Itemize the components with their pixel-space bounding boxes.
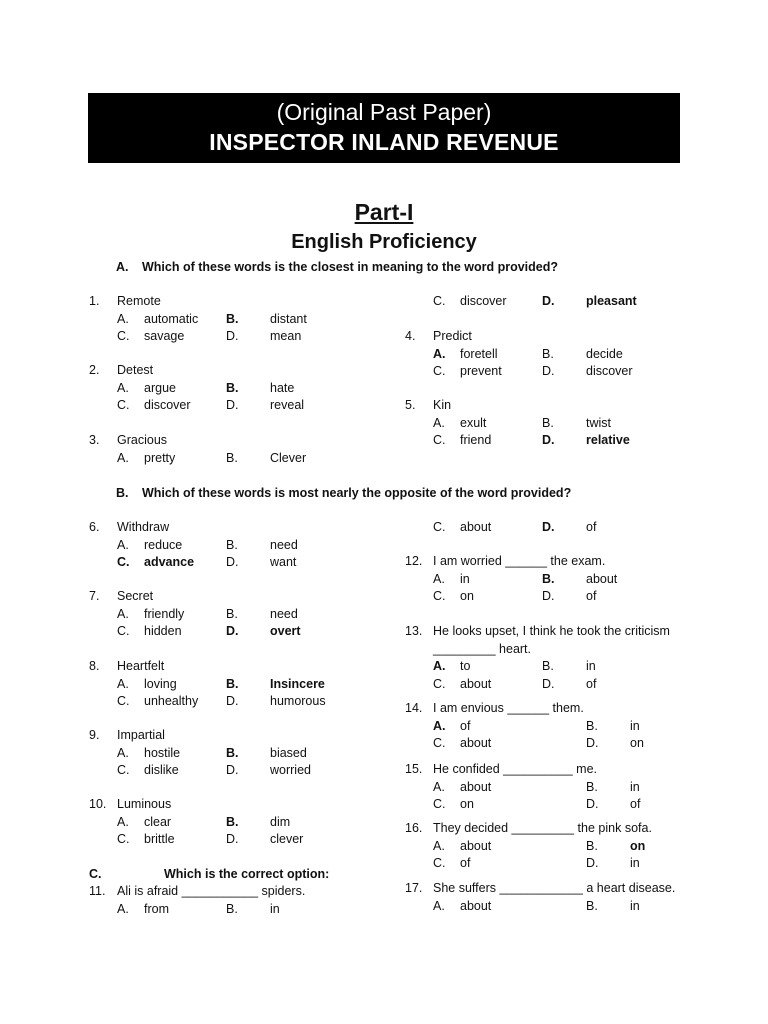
option-letter: B. — [226, 814, 239, 829]
option-letter: D. — [542, 520, 555, 534]
option-row — [117, 311, 387, 329]
question-stem: Gracious — [117, 433, 168, 447]
question-stem: Luminous — [117, 797, 172, 811]
option-letter: A. — [117, 901, 129, 916]
question-stem: Predict — [433, 329, 472, 343]
title-banner — [88, 93, 680, 163]
option-letter: B. — [226, 901, 238, 916]
section-text: Which of these words is the closest in meaning to the word provided? — [142, 260, 559, 274]
option-letter: D. — [226, 763, 239, 777]
option-letter: C. — [117, 832, 130, 846]
question-9 — [89, 727, 387, 780]
option-text: advance — [144, 555, 195, 569]
option-letter: B. — [542, 659, 554, 673]
option-text: about — [460, 838, 492, 853]
option-text: of — [630, 797, 641, 811]
question-6 — [89, 519, 387, 572]
option-letter: C. — [433, 294, 446, 308]
option-text: decide — [586, 346, 623, 361]
option-text: need — [270, 537, 298, 552]
question-5 — [405, 397, 703, 450]
option-text: humorous — [270, 694, 326, 708]
option-letter: C. — [433, 676, 446, 691]
question-number: 4. — [405, 329, 416, 343]
option-letter: D. — [226, 624, 239, 638]
option-text: prevent — [460, 364, 502, 378]
question-number: 9. — [89, 728, 100, 742]
part-title: Part-I — [354, 199, 414, 225]
option-text: twist — [586, 415, 611, 430]
option-text: Insincere — [270, 676, 325, 691]
option-text: clear — [144, 814, 172, 829]
option-text: of — [586, 589, 597, 603]
option-text: about — [460, 676, 492, 691]
option-letter: A. — [117, 537, 129, 552]
section-letter: B. — [116, 486, 129, 500]
option-text: hidden — [144, 624, 182, 638]
option-letter: B. — [226, 745, 239, 760]
banner-line-1: (Original Past Paper) — [276, 99, 492, 125]
option-letter: C. — [433, 364, 446, 378]
question-2 — [89, 362, 387, 415]
option-text: dim — [270, 814, 291, 829]
option-letter: D. — [586, 856, 599, 870]
option-letter: C. — [117, 763, 130, 777]
option-text: discover — [460, 294, 507, 308]
option-row — [433, 519, 703, 537]
option-letter: B. — [542, 346, 554, 361]
option-row — [117, 831, 387, 849]
option-letter: C. — [117, 398, 130, 412]
option-row — [433, 898, 703, 916]
question-number: 14. — [405, 701, 423, 715]
question-number: 7. — [89, 589, 100, 603]
option-letter: A. — [433, 415, 445, 430]
question-number: 6. — [89, 520, 100, 534]
question-stem: They decided _________ the pink sofa. — [433, 821, 652, 835]
question-number: 10. — [89, 797, 107, 811]
option-letter: B. — [586, 779, 598, 794]
option-row — [433, 415, 703, 433]
option-text: want — [270, 555, 297, 569]
option-text: friend — [460, 433, 492, 447]
option-letter: A. — [117, 745, 129, 760]
option-row — [117, 693, 387, 711]
section-letter: C. — [89, 867, 102, 881]
option-text: distant — [270, 311, 307, 326]
option-row — [433, 293, 703, 311]
section-c-heading — [89, 867, 329, 881]
option-row — [117, 606, 387, 624]
section-letter: A. — [116, 260, 129, 274]
option-letter: C. — [117, 329, 130, 343]
option-letter: B. — [226, 311, 239, 326]
option-text: hostile — [144, 745, 181, 760]
option-letter: D. — [542, 589, 555, 603]
option-letter: B. — [586, 838, 598, 853]
question-number: 13. — [405, 624, 423, 638]
option-text: clever — [270, 832, 304, 846]
option-letter: A. — [117, 606, 129, 621]
option-text: in — [586, 659, 596, 673]
option-row — [433, 676, 703, 694]
option-text: foretell — [460, 346, 498, 361]
option-row — [117, 745, 387, 763]
option-row — [117, 537, 387, 555]
option-row — [433, 658, 703, 676]
question-number: 2. — [89, 363, 100, 377]
option-row — [117, 328, 387, 346]
option-text: in — [460, 571, 470, 586]
question-stem: Heartfelt — [117, 659, 165, 673]
question-number: 5. — [405, 398, 416, 412]
option-letter: C. — [117, 555, 130, 569]
question-16 — [405, 820, 703, 873]
question-stem: I am worried ______ the exam. — [433, 554, 606, 568]
option-letter: C. — [433, 856, 446, 870]
option-text: on — [630, 736, 644, 750]
question-8 — [89, 658, 387, 711]
question-stem: He confided __________ me. — [433, 762, 598, 776]
option-text: mean — [270, 329, 302, 343]
question-7 — [89, 588, 387, 641]
option-letter: B. — [226, 606, 238, 621]
question-stem: Detest — [117, 363, 154, 377]
option-text: friendly — [144, 606, 185, 621]
option-letter: A. — [433, 718, 446, 733]
question-15 — [405, 761, 703, 814]
option-text: pleasant — [586, 294, 637, 308]
option-row — [117, 762, 387, 780]
option-text: of — [460, 718, 471, 733]
option-text: automatic — [144, 311, 199, 326]
option-text: relative — [586, 433, 630, 447]
section-text: Which is the correct option: — [164, 867, 330, 881]
option-letter: D. — [542, 433, 555, 447]
option-text: unhealthy — [144, 694, 199, 708]
option-text: of — [586, 676, 597, 691]
option-text: discover — [144, 398, 191, 412]
option-letter: D. — [542, 676, 555, 691]
option-letter: B. — [226, 450, 238, 465]
question-number: 17. — [405, 881, 423, 895]
option-text: on — [460, 589, 474, 603]
option-text: about — [460, 898, 492, 913]
option-row — [117, 450, 387, 468]
option-text: about — [586, 571, 618, 586]
option-letter: C. — [433, 520, 446, 534]
question-stem: Kin — [433, 398, 452, 412]
section-a-heading — [116, 260, 558, 274]
option-row — [433, 779, 703, 797]
option-row — [117, 397, 387, 415]
question-stem: Impartial — [117, 728, 165, 742]
question-11-continued — [433, 519, 703, 537]
option-letter: A. — [117, 380, 129, 395]
option-letter: D. — [226, 555, 239, 569]
option-text: loving — [144, 676, 177, 691]
option-letter: A. — [117, 676, 129, 691]
question-11 — [89, 883, 387, 918]
option-letter: A. — [433, 571, 445, 586]
option-letter: D. — [542, 294, 555, 308]
question-3-continued — [433, 293, 703, 311]
question-stem: Secret — [117, 589, 154, 603]
option-letter: B. — [542, 571, 555, 586]
option-letter: C. — [433, 589, 446, 603]
option-row — [117, 676, 387, 694]
option-letter: A. — [433, 898, 445, 913]
option-text: about — [460, 736, 492, 750]
option-letter: A. — [433, 659, 446, 673]
option-row — [117, 901, 387, 919]
option-row — [433, 363, 703, 381]
option-letter: A. — [433, 779, 445, 794]
question-10 — [89, 796, 387, 849]
option-row — [433, 796, 703, 814]
option-text: about — [460, 779, 492, 794]
option-text: discover — [586, 364, 633, 378]
option-text: reveal — [270, 398, 305, 412]
option-text: brittle — [144, 832, 175, 846]
question-number: 15. — [405, 762, 423, 776]
option-letter: A. — [117, 311, 129, 326]
question-stem: He looks upset, I think he took the criticism — [433, 624, 670, 638]
option-text: biased — [270, 745, 307, 760]
option-row — [117, 814, 387, 832]
option-letter: C. — [433, 797, 446, 811]
option-letter: C. — [433, 736, 446, 750]
option-row — [117, 554, 387, 572]
option-text: in — [630, 718, 640, 733]
option-text: hate — [270, 380, 295, 395]
question-stem-continued: _________ heart. — [433, 641, 532, 656]
option-letter: B. — [226, 676, 239, 691]
option-row — [117, 623, 387, 641]
option-letter: D. — [226, 694, 239, 708]
option-letter: C. — [433, 433, 446, 447]
option-text: from — [144, 901, 169, 916]
subject-title: English Proficiency — [291, 231, 477, 253]
question-stem: I am envious ______ them. — [433, 701, 584, 715]
question-4 — [405, 328, 703, 381]
option-text: in — [630, 898, 640, 913]
option-letter: B. — [226, 537, 238, 552]
option-text: need — [270, 606, 298, 621]
option-text: of — [586, 520, 597, 534]
question-17 — [405, 880, 703, 915]
option-letter: B. — [542, 415, 554, 430]
option-letter: D. — [542, 364, 555, 378]
question-number: 12. — [405, 554, 423, 568]
option-row — [433, 588, 703, 606]
section-text: Which of these words is most nearly the opposite of the word provided? — [142, 486, 572, 500]
question-number: 1. — [89, 294, 100, 308]
option-letter: A. — [117, 450, 129, 465]
option-letter: B. — [586, 718, 598, 733]
option-letter: A. — [433, 346, 446, 361]
option-text: reduce — [144, 537, 183, 552]
section-b-heading — [116, 486, 571, 500]
question-number: 11. — [89, 884, 106, 898]
option-text: exult — [460, 415, 487, 430]
option-text: savage — [144, 329, 185, 343]
option-text: argue — [144, 380, 176, 395]
option-row — [117, 380, 387, 398]
option-row — [433, 346, 703, 364]
option-text: on — [630, 838, 646, 853]
question-3 — [89, 432, 387, 467]
question-1 — [89, 293, 387, 346]
question-stem: Withdraw — [117, 520, 170, 534]
option-row — [433, 718, 703, 736]
option-text: worried — [270, 763, 311, 777]
question-number: 16. — [405, 821, 423, 835]
option-text: in — [270, 901, 280, 916]
option-letter: C. — [117, 694, 130, 708]
option-letter: A. — [117, 814, 129, 829]
question-stem: She suffers ____________ a heart disease. — [433, 881, 676, 895]
option-letter: D. — [226, 832, 239, 846]
option-row — [433, 571, 703, 589]
option-text: in — [630, 779, 640, 794]
option-letter: D. — [586, 797, 599, 811]
option-text: of — [460, 856, 471, 870]
option-row — [433, 735, 703, 753]
option-text: Clever — [270, 450, 307, 465]
option-text: pretty — [144, 450, 176, 465]
question-stem: Ali is afraid ___________ spiders. — [117, 884, 306, 898]
option-letter: B. — [226, 380, 239, 395]
option-text: overt — [270, 624, 301, 638]
option-text: in — [630, 856, 640, 870]
question-12 — [405, 553, 703, 606]
question-13 — [405, 623, 703, 693]
option-text: about — [460, 520, 492, 534]
option-text: on — [460, 797, 474, 811]
option-text: dislike — [144, 763, 179, 777]
option-letter: B. — [586, 898, 598, 913]
option-letter: A. — [433, 838, 445, 853]
question-number: 3. — [89, 433, 100, 447]
option-row — [433, 838, 703, 856]
question-14 — [405, 700, 703, 753]
option-row — [433, 432, 703, 450]
option-letter: C. — [117, 624, 130, 638]
option-row — [433, 855, 703, 873]
banner-line-2: INSPECTOR INLAND REVENUE — [209, 129, 559, 155]
option-letter: D. — [226, 398, 239, 412]
option-letter: D. — [586, 736, 599, 750]
option-letter: D. — [226, 329, 239, 343]
option-text: to — [460, 659, 471, 673]
question-stem: Remote — [117, 294, 161, 308]
question-number: 8. — [89, 659, 100, 673]
